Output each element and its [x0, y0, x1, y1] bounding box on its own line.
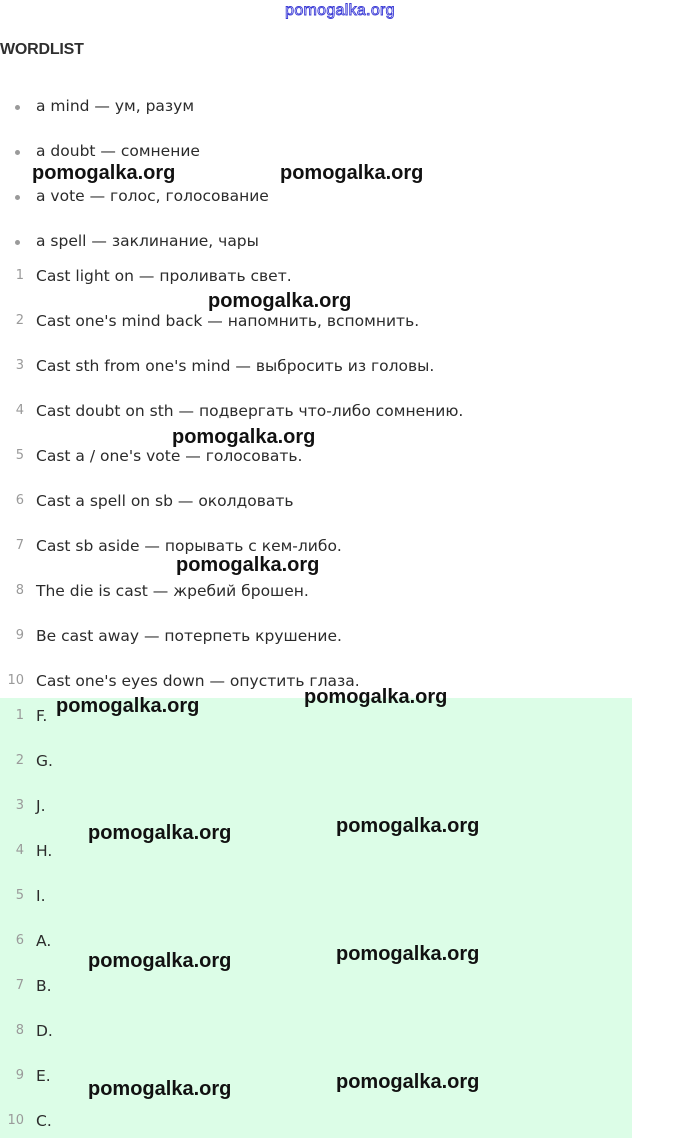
bullet-dot-icon — [15, 195, 20, 200]
phrase-text: Cast sb aside — порывать с кем-либо. — [36, 537, 342, 555]
phrase-text: Cast one's mind back — напомнить, вспомнить. — [36, 312, 420, 330]
answer-text: J. — [36, 797, 46, 815]
phrase-number: 4 — [15, 403, 24, 418]
watermark: pomogalka.org — [88, 1078, 232, 1100]
answer-number: 1 — [15, 708, 24, 723]
watermark: pomogalka.org — [336, 1071, 480, 1093]
watermark: pomogalka.org — [336, 815, 480, 837]
answer-number: 5 — [15, 888, 24, 903]
answer-number: 2 — [15, 753, 24, 768]
bullet-dot-icon — [15, 240, 20, 245]
phrase-number: 10 — [7, 673, 24, 688]
phrase-number: 8 — [15, 583, 24, 598]
answer-text: H. — [36, 842, 53, 860]
answers-panel — [0, 698, 632, 1138]
bullet-text: a spell — заклинание, чары — [36, 232, 259, 250]
wordlist-heading: WORDLIST — [0, 41, 84, 58]
phrase-text: Cast sth from one's mind — выбросить из головы. — [36, 357, 435, 375]
phrase-number: 1 — [15, 268, 24, 283]
watermark: pomogalka.org — [304, 686, 448, 708]
phrase-number: 5 — [15, 448, 24, 463]
bullet-dot-icon — [15, 150, 20, 155]
phrase-text: Cast one's eyes down — опустить глаза. — [36, 672, 360, 690]
bullet-text: a mind — ум, разум — [36, 97, 195, 115]
phrase-text: Cast a spell on sb — околдовать — [36, 492, 294, 510]
answer-text: B. — [36, 977, 52, 995]
phrase-number: 2 — [15, 313, 24, 328]
bullet-dot-icon — [15, 105, 20, 110]
watermark: pomogalka.org — [88, 822, 232, 844]
answer-number: 7 — [15, 978, 24, 993]
answer-text: C. — [36, 1112, 52, 1130]
answer-number: 6 — [15, 933, 24, 948]
site-watermark-header: pomogalka.org — [285, 2, 395, 19]
watermark: pomogalka.org — [280, 162, 424, 184]
phrase-number: 6 — [15, 493, 24, 508]
bullet-text: a doubt — сомнение — [36, 142, 200, 160]
phrase-text: Cast doubt on sth — подвергать что-либо сомнению. — [36, 402, 464, 420]
watermark: pomogalka.org — [176, 554, 320, 576]
phrase-text: Cast a / one's vote — голосовать. — [36, 447, 303, 465]
watermark: pomogalka.org — [32, 162, 176, 184]
bullet-text: a vote — голос, голосование — [36, 187, 269, 205]
watermark: pomogalka.org — [172, 426, 316, 448]
watermark: pomogalka.org — [336, 943, 480, 965]
answer-text: D. — [36, 1022, 53, 1040]
answer-number: 10 — [7, 1113, 24, 1128]
answer-text: A. — [36, 932, 52, 950]
answer-text: E. — [36, 1067, 51, 1085]
answer-number: 3 — [15, 798, 24, 813]
watermark: pomogalka.org — [88, 950, 232, 972]
answer-number: 4 — [15, 843, 24, 858]
phrase-number: 3 — [15, 358, 24, 373]
answer-text: I. — [36, 887, 46, 905]
answer-number: 9 — [15, 1068, 24, 1083]
answer-number: 8 — [15, 1023, 24, 1038]
answer-text: G. — [36, 752, 53, 770]
phrase-number: 7 — [15, 538, 24, 553]
phrase-text: Be cast away — потерпеть крушение. — [36, 627, 342, 645]
watermark: pomogalka.org — [56, 695, 200, 717]
answer-text: F. — [36, 707, 48, 725]
phrase-text: The die is cast — жребий брошен. — [36, 582, 309, 600]
phrase-number: 9 — [15, 628, 24, 643]
phrase-text: Cast light on — проливать свет. — [36, 267, 292, 285]
watermark: pomogalka.org — [208, 290, 352, 312]
